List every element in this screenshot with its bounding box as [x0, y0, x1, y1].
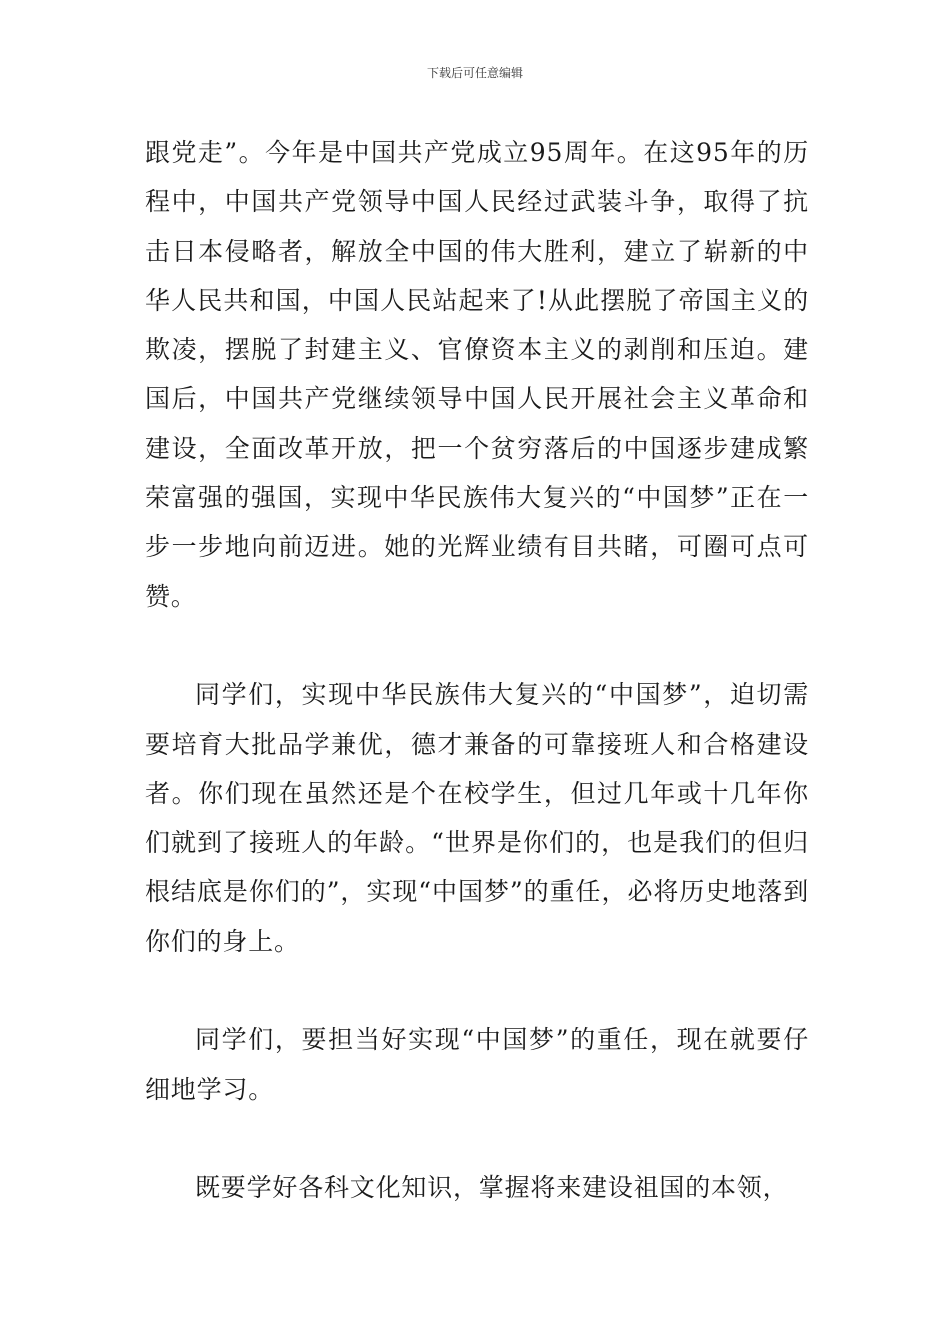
document-body — [145, 128, 809, 1213]
paragraph-2: 同学们，实现中华民族伟大复兴的“中国梦”，迫切需要培育大批品学兼优，德才兼备的可靠接班人和合格建设者。你们现在虽然还是个在校学生，但过几年或十几年你们就到了接班人的年龄。“世界是你们的，也是我们的但归根结底是你们的”，实现“中国梦”的重任，必将历史地落到你们的身上。 — [145, 680, 809, 956]
paragraph-4: 既要学好各科文化知识，掌握将来建设祖国的本领， — [195, 1173, 789, 1203]
paragraph-gap — [145, 966, 809, 1015]
paragraph-gap — [145, 621, 809, 670]
paragraph-1: 跟党走”。今年是中国共产党成立95周年。在这95年的历程中，中国共产党领导中国人民经过武装斗争，取得了抗击日本侵略者，解放全中国的伟大胜利，建立了崭新的中华人民共和国，中国人民站起来了!从此摆脱了帝国主义的欺凌，摆脱了封建主义、官僚资本主义的剥削和压迫。建国后，中国共产党继续领导中国人民开展社会主义革命和建设，全面改革开放，把一个贫穷落后的中国逐步建成繁荣富强的强国，实现中华民族伟大复兴的“中国梦”正在一步一步地向前迈进。她的光辉业绩有目共睹，可圈可点可赞。 — [145, 138, 809, 611]
paragraph-3: 同学们，要担当好实现“中国梦”的重任，现在就要仔细地学习。 — [145, 1025, 809, 1104]
page-header-note: 下载后可任意编辑 — [426, 66, 523, 80]
paragraph-gap — [145, 1114, 809, 1163]
